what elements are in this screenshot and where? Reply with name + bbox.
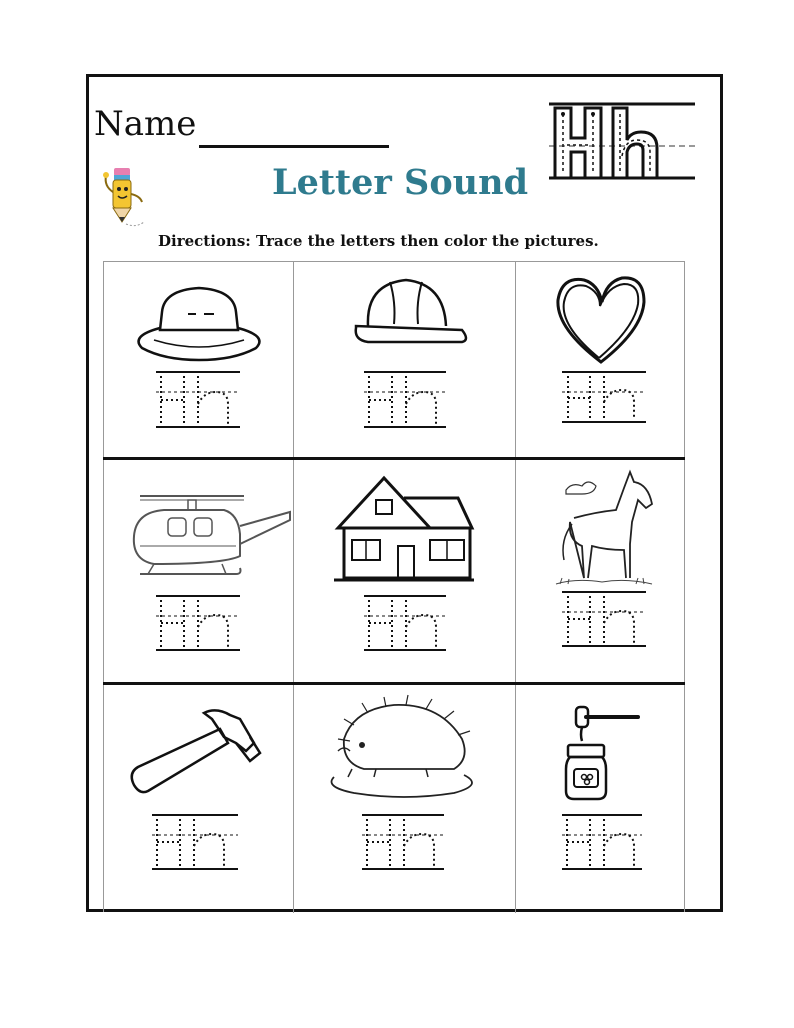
name-write-line[interactable]	[199, 145, 389, 148]
name-label: Name	[94, 104, 197, 144]
cell-hat	[104, 262, 293, 457]
letter-h-trace-icon	[104, 460, 293, 682]
cell-horse	[516, 460, 686, 682]
cell-hammer	[104, 685, 293, 913]
letter-h-trace-icon	[104, 262, 293, 457]
picture-grid	[103, 261, 685, 912]
pencil-mascot-icon	[98, 162, 148, 230]
letter-h-trace-icon	[516, 262, 686, 457]
cell-honey	[516, 685, 686, 913]
page-title: Letter Sound	[271, 162, 529, 203]
cell-hedgehog	[294, 685, 515, 913]
cell-heart	[516, 262, 686, 457]
cell-hard-hat	[294, 262, 515, 457]
letter-h-trace-icon	[294, 460, 515, 682]
header-letter-h-trace-icon	[545, 98, 697, 182]
letter-h-trace-icon	[104, 685, 293, 913]
letter-h-trace-icon	[516, 685, 686, 913]
letter-h-trace-icon	[516, 460, 686, 682]
directions-text: Directions: Trace the letters then color the pictures.	[158, 232, 599, 250]
cell-house	[294, 460, 515, 682]
letter-h-trace-icon	[294, 262, 515, 457]
cell-helicopter	[104, 460, 293, 682]
letter-h-trace-icon	[294, 685, 515, 913]
